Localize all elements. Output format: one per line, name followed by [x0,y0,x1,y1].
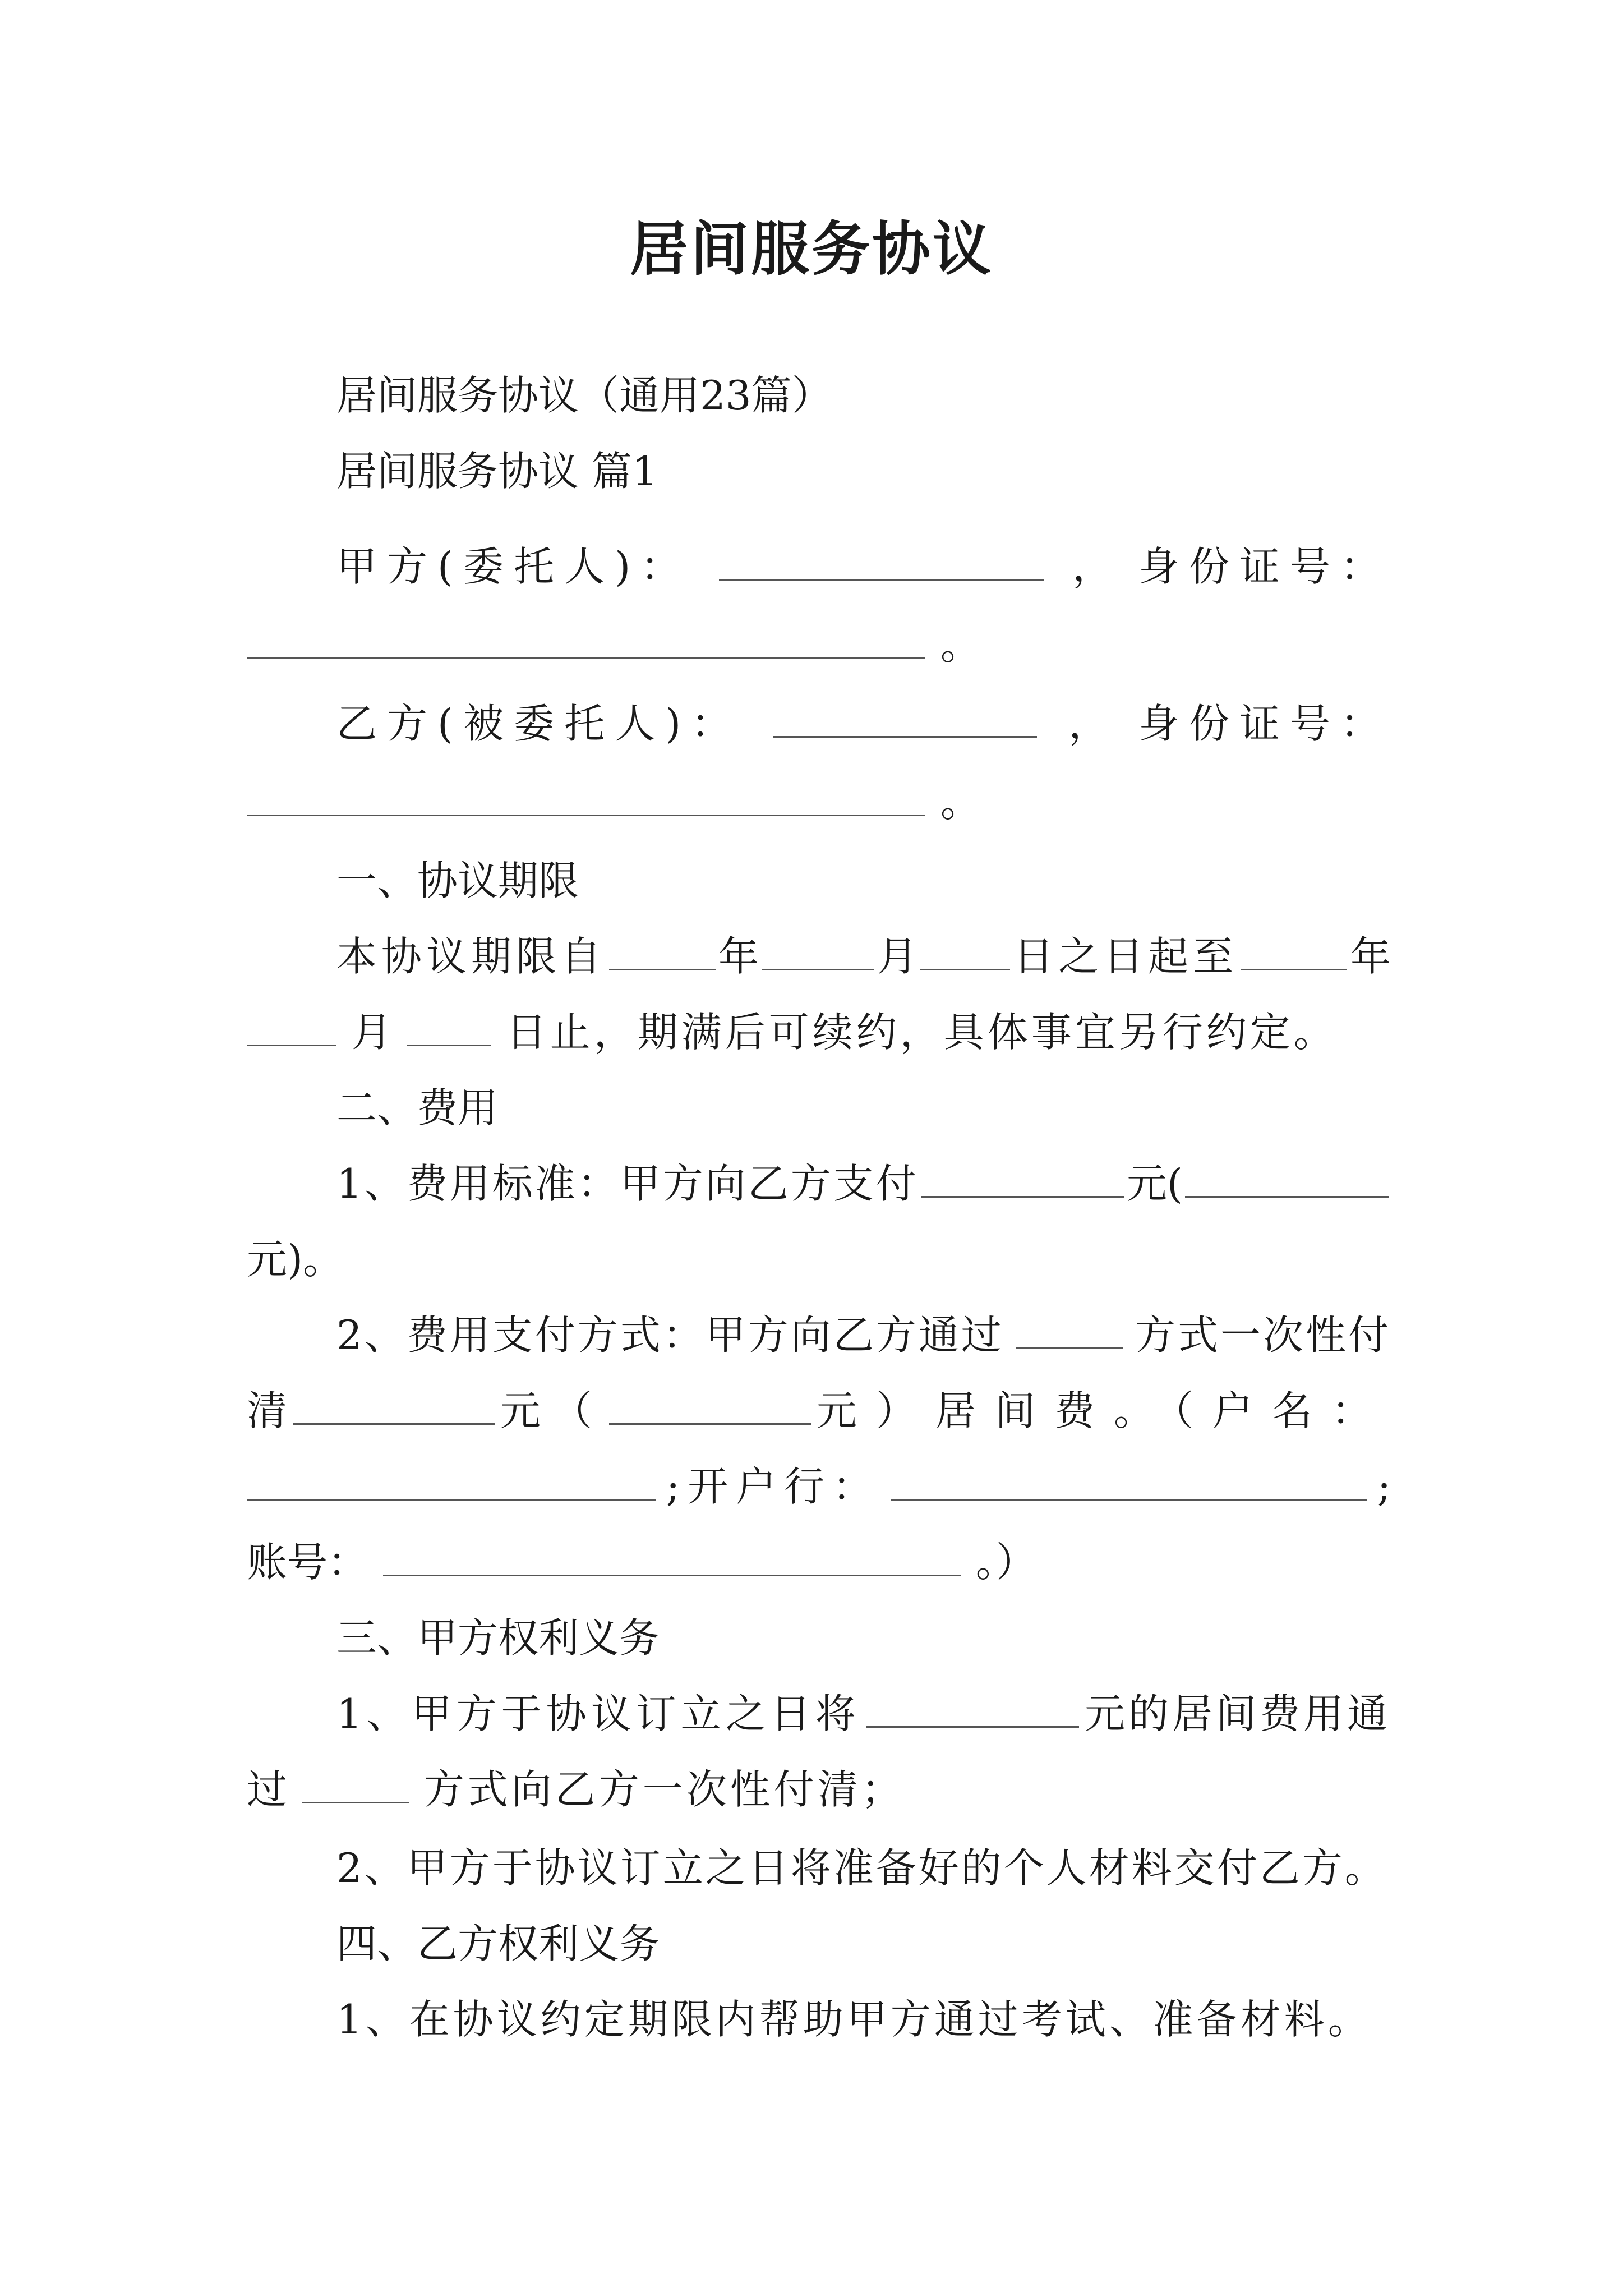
section-1-heading: 一、协议期限 [336,857,579,904]
fee-amount-upper-blank [1185,1157,1389,1198]
party-b-comma: ， [1068,700,1109,747]
end-day-blank [407,1005,491,1046]
section-2-item-2-line-3 [247,1458,1391,1515]
section-3-item-2: 2、甲方于协议订立之日将准备好的个人材料交付乙方。 [336,1844,1387,1892]
sec3-item1-text-b: 元的居间费用通 [1084,1690,1391,1737]
section-2-item-2-line-4 [247,1534,1391,1590]
party-b-id-label: 身份证号： [1138,700,1391,747]
party-a-comma: ， [1072,543,1113,590]
account-name-blank [247,1460,656,1501]
party-b-name-blank [773,697,1037,738]
sec2-item2-text: 2、费用支付方式：甲方向乙方通过 [336,1312,1004,1359]
sec2-item1-yuan: 元( [1126,1160,1183,1207]
section-1-paragraph-line-2 [247,1004,1391,1060]
section-2-item-1-line-2: 元)。 [247,1236,344,1283]
section-3-item-1-line-1 [336,1686,1391,1742]
party-b-id-blank [247,775,925,816]
document-title: 居间服务协议 [629,214,993,283]
section-4-heading: 四、乙方权利义务 [336,1920,660,1967]
section-2-heading: 二、费用 [336,1084,499,1131]
party-a-line [336,539,1391,595]
chapter-heading: 居间服务协议 篇1 [336,448,658,495]
party-b-end: 。 [940,779,981,826]
party-a-name-blank [719,540,1044,581]
start-year-blank [609,930,716,970]
section-4-item-1: 1、在协议约定期限内帮助甲方通过考试、准备材料。 [336,1996,1372,2043]
party-b-id-line [247,774,1391,830]
sec3-item1-text-d: 方式向乙方一次性付清； [423,1766,905,1813]
document-subtitle: 居间服务协议（通用23篇） [336,372,832,419]
party-a-id-line [247,617,1391,673]
sec1-day-1: 日之日起至 [1013,933,1238,980]
sec3-item1-guo: 过 [247,1766,288,1813]
sec2-item1-text: 1、费用标准：甲方向乙方支付 [336,1160,919,1207]
payment-method-blank [1016,1308,1123,1349]
section-2-item-1-line-1 [336,1156,1391,1212]
section-2-item-2-line-1 [336,1307,1391,1363]
sec1-tail: 日止，期满后可续约，具体事宜另行约定。 [506,1009,1338,1056]
sec2-item2-bank-label: ;开户行： [666,1463,881,1510]
fee-amount-blank [921,1157,1124,1198]
section-2-item-2-line-2 [247,1383,1391,1439]
sec2-item2-account-name-label: 元）居间费。（户名： [816,1387,1391,1434]
bank-blank [891,1460,1367,1501]
start-month-blank [762,930,874,970]
sec1-month-1: 月 [877,933,917,980]
agency-payment-method-blank [302,1763,409,1803]
party-a-id-blank [247,618,925,659]
sec2-item2-yuan: 元（ [500,1387,603,1434]
payment-amount-blank [293,1384,495,1425]
party-a-end: 。 [940,622,981,669]
sec2-item2-end: 。） [975,1539,1036,1586]
sec1-text-start: 本协议期限自 [336,933,606,980]
sec2-item2-account-label: 账号： [247,1539,368,1586]
section-3-heading: 三、甲方权利义务 [336,1614,660,1662]
party-b-line [336,696,1391,752]
sec2-item2-semicolon: ; [1377,1463,1391,1510]
end-month-blank [247,1005,336,1046]
start-day-blank [920,930,1010,970]
end-year-blank [1241,930,1347,970]
sec1-year-1: 年 [718,933,759,980]
party-a-id-label: 身份证号： [1138,543,1391,590]
payment-amount-upper-blank [609,1384,811,1425]
sec2-item2-qing: 清 [247,1387,288,1434]
sec1-year-2: 年 [1350,933,1391,980]
section-3-item-1-line-2 [247,1761,1391,1818]
section-1-paragraph-line-1 [336,928,1391,984]
sec3-item1-text: 1、甲方于协议订立之日将 [336,1690,860,1737]
account-number-blank [383,1535,961,1576]
party-a-label: 甲方(委托人)： [336,543,691,590]
agency-fee-blank [866,1687,1079,1728]
party-b-label: 乙方(被委托人)： [336,700,742,747]
sec1-month-2: 月 [351,1009,392,1056]
sec2-item2-text-b: 方式一次性付 [1135,1312,1391,1359]
